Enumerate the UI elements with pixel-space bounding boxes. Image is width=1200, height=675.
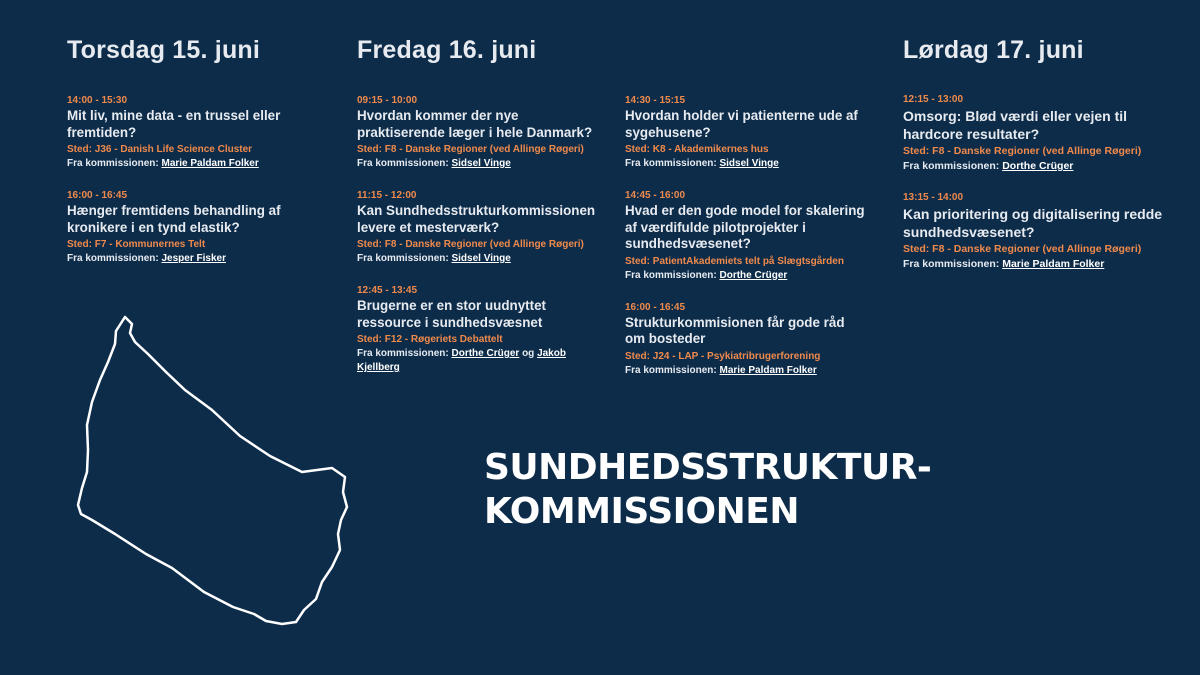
brand-wordmark bbox=[484, 446, 931, 534]
commission-label: Fra kommissionen: bbox=[67, 158, 159, 169]
member-link[interactable]: Dorthe Crüger bbox=[1002, 160, 1074, 172]
event-item bbox=[625, 302, 865, 378]
member-link[interactable]: Jakob Kjellberg bbox=[357, 348, 566, 373]
event-item bbox=[67, 95, 317, 171]
brand-line-1: SUNDHEDSSTRUKTUR- bbox=[484, 447, 932, 488]
member-link[interactable]: Dorthe Crüger bbox=[451, 348, 520, 359]
event-item bbox=[357, 95, 607, 171]
event-time: 16:00 - 16:45 bbox=[67, 190, 128, 201]
member-link[interactable]: Marie Paldam Folker bbox=[719, 364, 817, 376]
event-title: Kan prioritering og digitalisering redde sundhedsvæsenet? bbox=[903, 206, 1163, 240]
member-link[interactable]: Sidsel Vinge bbox=[719, 158, 779, 169]
friday-column-left bbox=[357, 95, 607, 394]
event-time: 14:45 - 16:00 bbox=[625, 190, 686, 201]
saturday-column bbox=[903, 94, 1173, 290]
event-place: Sted: F8 - Danske Regioner (ved Allinge Røgeri) bbox=[903, 145, 1142, 157]
event-item bbox=[357, 190, 607, 266]
event-commission bbox=[625, 157, 865, 171]
event-title: Hænger fremtidens behandling af kronikere i en tynd elastik? bbox=[67, 203, 281, 235]
member-joiner: og bbox=[522, 348, 535, 359]
event-title: Brugerne er en stor uudnyttet ressource i sundhedsvæsnet bbox=[357, 298, 546, 330]
event-time: 11:15 - 12:00 bbox=[357, 190, 417, 201]
commission-label: Fra kommissionen: bbox=[903, 160, 1000, 172]
commission-label: Fra kommissionen: bbox=[625, 158, 717, 169]
event-title: Omsorg: Blød værdi eller vejen til hardcore resultater? bbox=[903, 108, 1128, 142]
member-link[interactable]: Jesper Fisker bbox=[161, 253, 226, 264]
event-time: 12:15 - 13:00 bbox=[903, 94, 964, 105]
event-place: Sted: F7 - Kommunernes Telt bbox=[67, 239, 206, 250]
member-link[interactable]: Marie Paldam Folker bbox=[1002, 258, 1105, 270]
member-link[interactable]: Sidsel Vinge bbox=[451, 253, 511, 264]
event-title: Hvad er den gode model for skalering af værdifulde pilotprojekter i sundhedsvæsenet? bbox=[625, 203, 865, 251]
commission-label: Fra kommissionen: bbox=[357, 158, 449, 169]
event-item bbox=[357, 285, 607, 375]
event-commission bbox=[357, 347, 607, 375]
event-title: Hvordan holder vi patienterne ude af sygehusene? bbox=[625, 108, 858, 140]
event-item bbox=[625, 190, 865, 283]
event-place: Sted: F12 - Røgeriets Debattelt bbox=[357, 334, 503, 345]
event-commission bbox=[903, 159, 1173, 173]
event-place: Sted: PatientAkademiets telt på Slægtsgården bbox=[625, 255, 844, 267]
event-place: Sted: J24 - LAP - Psykiatribrugerforening bbox=[625, 350, 821, 362]
member-link[interactable]: Marie Paldam Folker bbox=[161, 158, 259, 169]
commission-label: Fra kommissionen: bbox=[67, 253, 159, 264]
event-commission bbox=[903, 257, 1173, 271]
event-commission bbox=[67, 157, 317, 171]
friday-column-right bbox=[625, 95, 865, 397]
event-time: 14:30 - 15:15 bbox=[625, 95, 686, 106]
event-place: Sted: F8 - Danske Regioner (ved Allinge Røgeri) bbox=[357, 144, 584, 155]
event-commission bbox=[625, 364, 865, 378]
member-link[interactable]: Sidsel Vinge bbox=[451, 158, 511, 169]
event-item bbox=[903, 94, 1173, 173]
event-place: Sted: F8 - Danske Regioner (ved Allinge Røgeri) bbox=[357, 239, 584, 250]
brand-line-2: KOMMISSIONEN bbox=[484, 491, 800, 532]
event-time: 16:00 - 16:45 bbox=[625, 301, 686, 313]
event-time: 09:15 - 10:00 bbox=[357, 95, 418, 106]
event-time: 12:45 - 13:45 bbox=[357, 285, 418, 296]
member-link[interactable]: Dorthe Crüger bbox=[719, 269, 788, 281]
event-title: Hvordan kommer der nye praktiserende læger i hele Danmark? bbox=[357, 108, 593, 140]
event-time: 14:00 - 15:30 bbox=[67, 95, 128, 106]
event-place: Sted: F8 - Danske Regioner (ved Allinge Røgeri) bbox=[903, 243, 1142, 255]
commission-label: Fra kommissionen: bbox=[625, 364, 717, 376]
commission-label: Fra kommissionen: bbox=[357, 348, 449, 359]
day-title-friday: Fredag 16. juni bbox=[357, 36, 537, 64]
event-item bbox=[903, 192, 1173, 271]
commission-label: Fra kommissionen: bbox=[903, 258, 1000, 270]
commission-label: Fra kommissionen: bbox=[625, 269, 717, 281]
event-title: Mit liv, mine data - en trussel eller fremtiden? bbox=[67, 108, 281, 140]
day-title-saturday: Lørdag 17. juni bbox=[903, 36, 1084, 64]
event-place: Sted: J36 - Danish Life Science Cluster bbox=[67, 144, 253, 155]
event-commission bbox=[67, 252, 317, 266]
commission-label: Fra kommissionen: bbox=[357, 253, 449, 264]
event-title: Kan Sundhedsstrukturkommissionen levere et mesterværk? bbox=[357, 203, 596, 235]
event-commission bbox=[357, 157, 607, 171]
event-item bbox=[625, 95, 865, 171]
day-title-thursday: Torsdag 15. juni bbox=[67, 36, 261, 64]
event-place: Sted: K8 - Akademikernes hus bbox=[625, 144, 769, 155]
bornholm-outline-icon bbox=[70, 310, 360, 630]
thursday-column bbox=[67, 95, 317, 285]
event-commission bbox=[357, 252, 607, 266]
event-item bbox=[67, 190, 317, 266]
event-time: 13:15 - 14:00 bbox=[903, 192, 964, 203]
event-commission bbox=[625, 269, 865, 283]
event-title: Strukturkommisionen får gode råd om bosteder bbox=[625, 314, 845, 346]
